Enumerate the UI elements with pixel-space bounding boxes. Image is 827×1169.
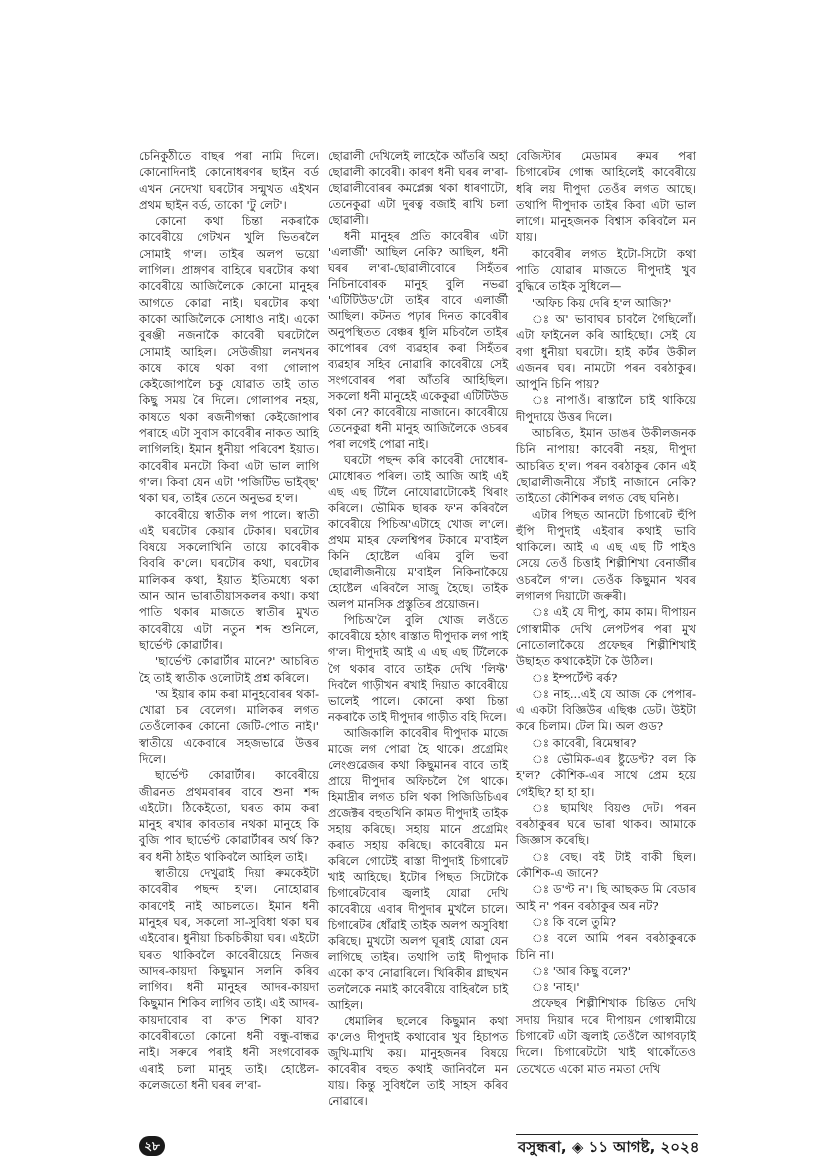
paragraph: ঃ অ' ভাবাঘৰ চাবলৈ গৈছিলোঁ। এটা ফাইনেল কৰি আহিছো। সেই যে বগা ধুনীয়া ঘৰটো। হাই কৰ্টৰ উকীল এজনৰ ঘৰ। নামটো পৰন বৰঠাকুৰ। আপুনি চিনি পায়? (516, 311, 696, 392)
footer-rule (516, 1134, 698, 1135)
page-number-badge: ২৮ (139, 1136, 165, 1156)
paragraph: 'অফিচ কিয় দেৰি হ'ল আজি?' (532, 295, 672, 310)
paragraph: কাবেৰীয়ে স্বাতীক লগ পালে। স্বাতী এই ঘৰটোৰ কেয়াৰ টেকাৰ। ঘৰটোৰ বিষয়ে সকলোখিনি তায়ে কাবেৰীক বিবৰি ক'লে। ঘৰটোৰ কথা, ঘৰটোৰ মালিকৰ কথা, ইয়াত ইতিমধ্যে থকা আন আন ভাৰাতীয়াসকলৰ কথা। কথা পাতি থকাৰ মাজতে স্বাতীৰ মুখত কাবেৰীয়ে এটা নতুন শব্দ শুনিলে, ছাৰ্ভেণ্ট কোৱাৰ্টাৰ। (139, 507, 319, 652)
paragraph: ঃ বেছ। বই টাই বাকী ছিল। কৌশিক-এ জানে? (516, 849, 696, 881)
paragraph: স্বাতীয়ে দেখুৱাই দিয়া ৰুমকেইটা কাবেৰীৰ পছন্দ হ'ল। নোহোৱাৰ কাৰণেই নাই আচলতে। ইমান ধনী মানুহৰ ঘৰ, সকলো সা-সুবিধা থকা ঘৰ এইবোৰ। ধুনীয়া চিকচিকীয়া ঘৰ। এইটো ঘৰত থাকিবলৈ কাবেৰীয়েহে নিজৰ আদৰ-কায়দা কিছুমান সলনি কৰিব লাগিব। ধনী মানুহৰ আদৰ-কায়দা কিছুমান শিকিব লাগিব তাই। এই আদৰ-কায়দাবোৰ বা ক'ত শিকা যাব? কাবেৰীৰতো কোনো ধনী বন্ধু-বান্ধৱ নাই। সৰুৰে পৰাই ধনী সংগবোৰক এৰাই চলা মানুহ তাই। হোষ্টেল-কলেজতো ধনী ঘৰৰ ল'ৰা- (139, 866, 319, 1092)
paragraph: ঃ ছামথিং বিয়ণ্ড দেট। পৰন বৰঠাকুৰৰ ঘৰে ভাৰা থাকব। আমাকে জিজ্ঞাস কৰেছি। (516, 800, 696, 848)
paragraph: ঃ ভৌমিক-এৰ ষ্টুডেণ্ট? বল কি হ'ল? কৌশিক-এৰ সাথে প্ৰেম হয়ে গেইছি? হা হা হা। (516, 751, 696, 799)
paragraph: ঃ এই যে দীপু, কাম কাম। দীপায়ন গোস্বামীক দেখি লেপটপৰ পৰা মুখ নোতোলাকৈয়ে প্ৰফেছৰ শিল্পীশিখাই উছাহত কথাকেইটা কৈ উঠিল। (516, 605, 696, 669)
paragraph: ঃ ড'ণ্ট ন'। ছি আছকড মি বেডাৰ আই ন' পৰন বৰঠাকুৰ অৰ নট? (516, 882, 696, 913)
paragraph: বেজিস্টাৰ মেডামৰ ৰুমৰ পৰা চিগাৰেটৰ গোন্ধ আহিলেই কাবেৰীয়ে ধৰি লয় দীপুদা তেওঁৰ লগত আছে। তথাপি দীপুদাক তাইৰ কিবা এটা ভাল লাগে। মানুহজনক বিশ্বাস কৰিবলৈ মন যায়। (516, 149, 696, 245)
paragraph: ছাৰ্ভেণ্ট কোৱাৰ্টাৰ। কাবেৰীয়ে জীৱনত প্ৰথমবাৰৰ বাবে শুনা শব্দ এইটো। ঠিকেইতো, ঘৰত কাম কৰা মানুহ ৰখাৰ কাবতাৰ নথকা মানুহে কি বুজি পাব ছাৰ্ভেণ্ট কোৱাৰ্টাৰৰ অৰ্থ কি? ৰব ধনী ঠাইত থাকিবলৈ আহিল তাই। (139, 768, 319, 864)
paragraph: চেনিকুঠীতে বাছৰ পৰা নামি দিলে। কোনোদিনাই কোনোধৰণৰ ছাইন বৰ্ড এখন নেদেখা ঘৰটোৰ সন্মুখত এইখন প্ৰথম ছাইন বৰ্ড, তাকো 'টু লেট'। (139, 149, 319, 212)
paragraph: কোনো কথা চিন্তা নকৰাকৈ কাবেৰীয়ে গেটখন খুলি ভিতৰলৈ সোমাই গ'ল। তাইৰ অলপ ভয়ো লাগিল। প্ৰাঙ্গণৰ বাহিৰে ঘৰটোৰ কথা কাবেৰীয়ে আজিলৈকে কোনো মানুহৰ আগতে কোৱা নাই। ঘৰটোৰ কথা কাকো আজিলৈকে সোধাও নাই। একো বুৰঞ্জী নজনাকৈ কাবেৰী ঘৰটোলৈ সোমাই আহিল। সেউজীয়া লনখনৰ কাষে কাষে থকা বগা গোলাপ কেইজোপালৈ চকু যোৱাত তাই তাত কিছু সময় ৰৈ দিলে। গোলাপৰ নহয়, কাষতে থকা ৰজনীগন্ধা কেইজোপাৰ পৰাহে এটা সুবাস কাবেৰীৰ নাকত আহি লাগিলহি। ইমান ধুনীয়া পৰিবেশ ইয়াত। কাবেৰীৰ মনটো কিবা এটা ভাল লাগি গ'ল। কিবা যেন এটা 'পজিটিভ ভাইব্ছ' থকা ঘৰ, তাইৰ তেনে অনুভৱ হ'ল। (139, 214, 319, 506)
paragraph: ছোৱালী দেখিলেই লাহেকৈ আঁতৰি অহা ছোৱালী কাবেৰী। কাৰণ ধনী ঘৰৰ ল'ৰা-ছোৱালীবোৰৰ কমপ্লেক্স থকা ধাৰণাটো, তেনেকুৱা এটা দুৰত্ব বজাই ৰাখি চলা ছোৱালী। (328, 149, 508, 228)
paragraph: ঃ বলে আমি পৰন বৰঠাকুৰকে চিনি না। (516, 931, 696, 962)
paragraph: 'অ ইয়াৰ কাম কৰা মানুহবোৰৰ থকা-খোৱা চৰ বেলেগ। মালিকৰ লগত তেওঁলোকৰ কোনো জেটি-পোত নাই।' স্বাতীয়ে একেবাৰে সহজভাৱে উত্তৰ দিলে। (139, 686, 319, 766)
paragraph: কাবেৰীৰ লগত ইটো-সিটো কথা পাতি যোৱাৰ মাজতে দীপুদাই খুব বুদ্ধিৰে তাইক সুধিলে— (516, 246, 696, 294)
paragraph: ঃ কি বলে তুমি? (532, 914, 616, 929)
paragraph: এটাৰ পিছত আনটো চিগাৰেট হুঁপি হুঁপি দীপুদাই এইবাৰ কথাই ভাবি থাকিলে। আই এ এছ এছ টি পাইও সেয়ে তেওঁ চিত্তাই শিল্পীশিখা বেনাৰ্জীৰ ওচৰলৈ গ'ল। তেওঁক কিছুমান খবৰ লগালগ দিয়াটো জৰুৰী। (516, 507, 696, 604)
paragraph: আজিকালি কাবেৰীৰ দীপুদাক মাজে মাজে লগ পোৱা হৈ থাকে। প্ৰগ্ৰেমিং লেংগুৱেজৰ কথা কিছুমানৰ বাবে তাই প্ৰায়ে দীপুদাৰ অফিচলৈ গৈ থাকে। হিমাদ্ৰীৰ লগত চলি থকা পিজিডিচিএৰ প্ৰজেক্টৰ বহুতখিনি কামত দীপুদাই তাইক সহায় কৰিছে। সহায় মানে প্ৰগ্ৰেমিং কৰাত সহায় কৰিছে। কাবেৰীয়ে মন কৰিলে গোটেই ৰাস্তা দীপুদাই চিগাৰেট খাই আহিছে। ইটোৰ পিছত সিটোকৈ চিগাৰেটবোৰ জ্বলাই যোৱা দেখি কাবেৰীয়ে এবাৰ দীপুদাৰ মুখলৈ চালে। চিগাৰেটৰ ধোঁৱাই তাইক অলপ অসুবিধা কৰিছে। মুখটো অলপ ঘূৰাই যোৱা যেন লাগিছে তাইৰ। তথাপি তাই দীপুদাক একো ক'ব নোৱাৰিলে। খিৰিকীৰ গ্লাছখন তললৈকে নমাই কাবেৰীয়ে বাহিৰলৈ চাই আহিল। (328, 725, 508, 1012)
paragraph: পিচিঅ'লৈ বুলি খোজ লওঁতে কাবেৰীয়ে হঠাৎ ৰাস্তাত দীপুদাক লগ পাই গ'ল। দীপুদাই আই এ এছ এছ টিলৈকে গৈ থকাৰ বাবে তাইক দেখি 'লিফ্ট' দিবলৈ গাড়ীখন ৰখাই দিয়াত কাবেৰীয়ে ভালেই পালে। কোনো কথা চিন্তা নকৰাকৈ তাই দীপুদাৰ গাড়ীত বহি দিলে। (328, 613, 508, 724)
paragraph: প্ৰফেছৰ শিল্পীশিখাক চিন্তিত দেখি সদায় দিয়াৰ দৰে দীপায়ন গোস্বামীয়ে চিগাৰেট এটা জ্বলাই তেওঁলৈ আগবঢ়াই দিলে। চিগাৰেটটো খাই থাকোঁতেও তেখেতে একো মাত নমতা দেখি (516, 996, 696, 1076)
text-column-3 (516, 148, 696, 1077)
paragraph: 'ছাৰ্ভেণ্ট কোৱাৰ্টাৰ মানে?' আচৰিত হৈ তাই স্বাতীক ওলোটাই প্ৰশ্ন কৰিলে। (139, 654, 319, 685)
text-column-1 (139, 148, 319, 1093)
paragraph: ঃ ইম্পৰ্টেণ্ট ৰৰ্ক? (532, 670, 618, 685)
paragraph: ঘৰটো পছন্দ কৰি কাবেৰী দোধোৰ-মোধোৰত পৰিল। তাই আজি আই এই এছ এছ টিলৈ নোযোৱাটোকেই থিৰাং কৰিলে। ভৌমিক ছাৰক ফ'ন কৰিবলৈ কাবেৰীয়ে পিচিঅ'এটাহে খোজ ল'লে। প্ৰথম মাহৰ ফেলশ্বিপৰ টকাৰে ম'বাইল কিনি হোষ্টেল এৰিম বুলি ভবা ছোৱালীজনীয়ে ম'বাইল নিকিনাকৈয়ে হোষ্টেল এৰিবলৈ সাজু হৈছে। তাইক অলপ মানসিক প্ৰস্তুতিৰ প্ৰয়োজন। (328, 453, 508, 612)
paragraph: আচৰিত, ইমান ডাঙৰ উকীলজনক চিনি নাপায়! কাবেৰী নহয়, দীপুদা আচৰিত হ'ল। পৰন বৰঠাকুৰ কোন এই ছোৱালীজনীয়ে সঁচাই নাজানে নেকি? তাইতো কৌশিকৰ লগত বেছ ঘনিষ্ঠ। (516, 426, 696, 506)
paragraph: ঃ 'আৰ কিছু বলে?' (532, 963, 631, 978)
text-column-2 (328, 148, 508, 1109)
publication-date-line: বসুন্ধৰা, ◈ ১১ আগষ্ট, ২০২৪ (518, 1138, 700, 1156)
paragraph: ধনী মানুহৰ প্ৰতি কাবেৰীৰ এটা 'এলাৰ্জী' আছিল নেকি? আছিল, ধনী ঘৰৰ ল'ৰা-ছোৱালীবোৰে সিহঁতৰ নিচিনাবোৰক মানুহ বুলি নভৱা 'এটিটিউড'টো তাইৰ বাবে এলাৰ্জী আছিল। কটনত পঢ়াৰ দিনত কাবেৰীৰ অনুপস্থিতত বেঞ্চৰ ধূলি মচিবলৈ তাইৰ কাপোৰৰ বেগ ব্যৱহাৰ কৰা সিহঁতৰ ব্যৱহাৰ সহিব নোৱাৰি কাবেৰীয়ে সেই সংগবোৰৰ পৰা আঁতৰি আহিছিল। সকলো ধনী মানুহেই একেকুৱা এটিটিউড থকা নে? কাবেৰীয়ে নাজানে। কাবেৰীয়ে তেনেকুৱা ধনী মানুহ আজিলৈকে ওচৰৰ পৰা লগেই পোৱা নাই। (328, 229, 508, 452)
paragraph: ঃ কাবেৰী, ৰিমেম্বাৰ? (532, 735, 637, 750)
paragraph: ধেমালিৰ ছলেৰে কিছুমান কথা ক'লেও দীপুদাই কথাবোৰ খুব হিচাপত জুখি-মাখি কয়। মানুহজনৰ বিষয়ে কাবেৰীৰ বহুত কথাই জানিবলৈ মন যায়। কিন্তু সুবিধলৈ তাই সাহস কৰিব নোৱাৰে। (328, 1013, 508, 1108)
paragraph: ঃ নাপাওঁ। ৰাস্তালৈ চাই থাকিয়ে দীপুদায়ে উত্তৰ দিলে। (516, 393, 696, 424)
paragraph: ঃ 'নাহ।' (532, 980, 580, 995)
paragraph: ঃ নাহ...এই যে আজ কে পেপাৰ-এ একটা বিজ্ঞিউৰ এছিঞ্চ ডেট। উইটা কৰে চিলাম। টেল মি। অল গুড? (516, 686, 696, 734)
